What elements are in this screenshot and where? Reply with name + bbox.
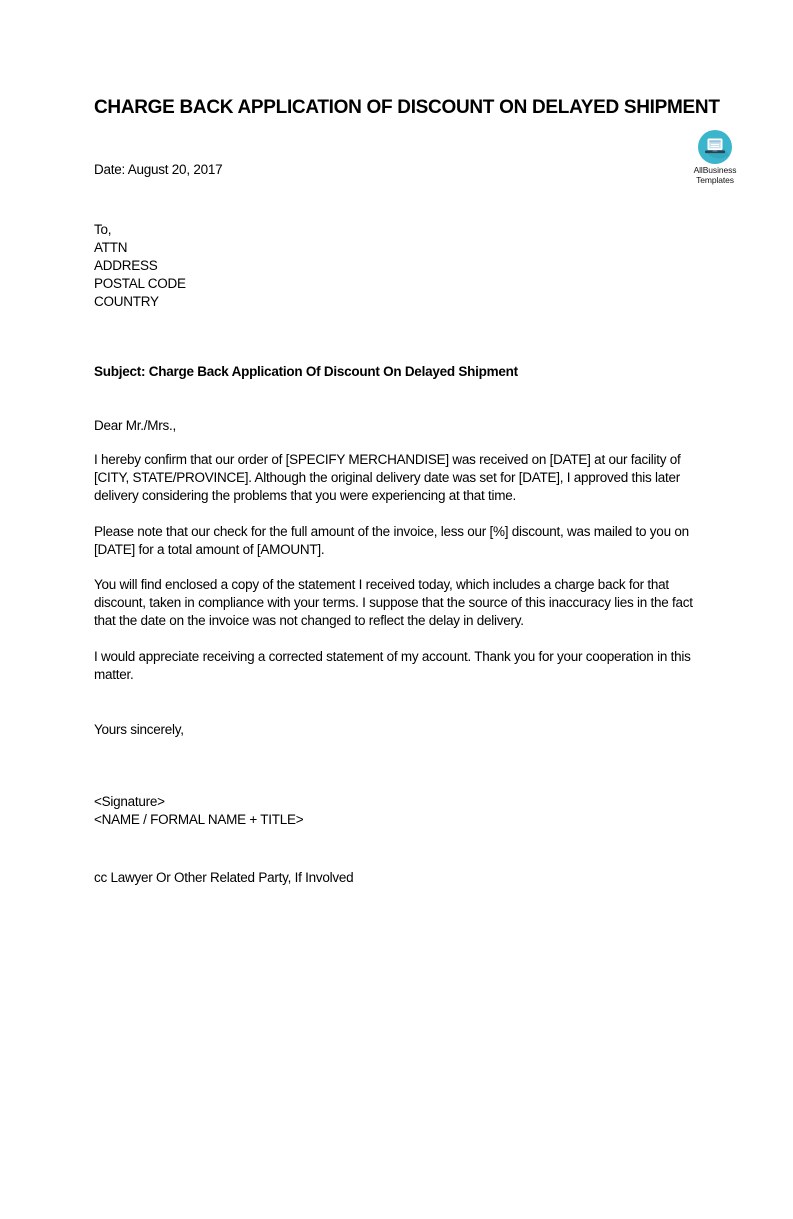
subject-line — [94, 363, 710, 381]
closing: Yours sincerely, — [94, 722, 184, 737]
date-line: Date: August 20, 2017 — [94, 162, 223, 177]
laptop-icon — [686, 130, 744, 164]
body-paragraph: I would appreciate receiving a corrected statement of my account. Thank you for your cooperation in this matter. — [94, 649, 691, 682]
brand-logo — [686, 130, 744, 185]
brand-name-line2: Templates — [696, 174, 734, 185]
recipient-line-address: ADDRESS — [94, 258, 158, 273]
name-title-placeholder: <NAME / FORMAL NAME + TITLE> — [94, 812, 304, 827]
signature-block — [94, 793, 710, 829]
body-paragraph: Please note that our check for the full amount of the invoice, less our [%] discount, was mailed to you on [DATE] for a total amount of [AMOUNT]. — [94, 524, 689, 557]
recipient-block — [94, 221, 710, 311]
recipient-line-postal-code: POSTAL CODE — [94, 276, 186, 291]
body-paragraph: I hereby confirm that our order of [SPECIFY MERCHANDISE] was received on [DATE] at our facility of [CITY, STATE/PROVINCE]. Although the original delivery date was set for [DATE], I approved this later delivery considering the problems that you were experiencing at that time. — [94, 452, 681, 503]
cc-line: cc Lawyer Or Other Related Party, If Involved — [94, 870, 354, 885]
salutation: Dear Mr./Mrs., — [94, 418, 177, 433]
recipient-line-attn: ATTN — [94, 240, 128, 255]
subject-label: Subject: — [94, 364, 146, 379]
recipient-line-to: To, — [94, 222, 112, 237]
recipient-line-country: COUNTRY — [94, 294, 159, 309]
brand-name-line1: AllBusiness — [693, 165, 737, 175]
signature-placeholder: <Signature> — [94, 794, 165, 809]
letter-title: CHARGE BACK APPLICATION OF DISCOUNT ON DELAYED SHIPMENT — [94, 97, 720, 118]
subject-text: Charge Back Application Of Discount On Delayed Shipment — [148, 364, 518, 379]
letter-page — [0, 97, 793, 1219]
body-paragraph: You will find enclosed a copy of the statement I received today, which includes a charge back for that discount, taken in compliance with your terms. I suppose that the source of this inaccuracy lies in the fact that the date on the invoice was not changed to reflect the delay in delivery. — [94, 577, 693, 628]
